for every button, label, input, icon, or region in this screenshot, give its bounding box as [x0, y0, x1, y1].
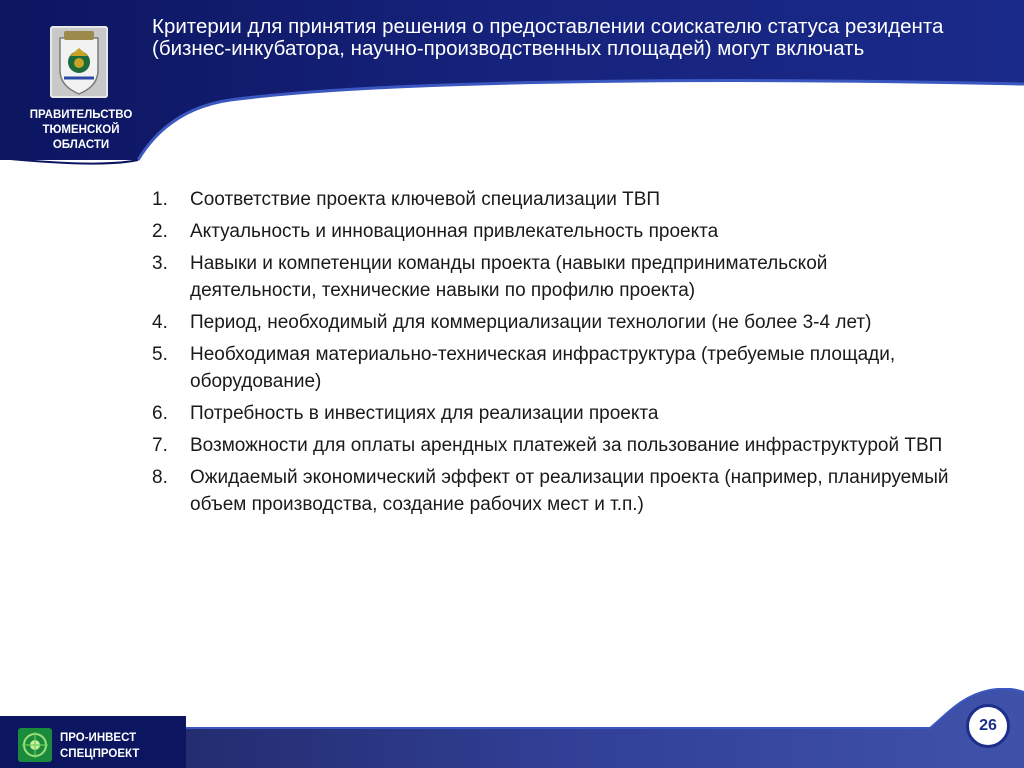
coat-of-arms-icon — [50, 26, 108, 98]
item-number: 3. — [152, 253, 168, 274]
footer-band — [0, 688, 1024, 768]
list-item — [152, 250, 952, 304]
item-text: Возможности для оплаты арендных платежей за пользование инфраструктурой ТВП — [190, 435, 943, 456]
list-item — [152, 432, 952, 459]
item-text: Необходимая материально-техническая инфраструктура (требуемые площади, оборудование) — [190, 344, 896, 392]
page-number-badge: 26 — [966, 704, 1010, 748]
slide-title: Критерии для принятия решения о предоставлении соискателю статуса резидента (бизнес-инкубатора, научно-производственных площадей) могут включать — [152, 15, 944, 60]
brand-name — [60, 730, 139, 762]
pro-invest-logo-icon — [18, 728, 52, 762]
brand-line: СПЕЦПРОЕКТ — [60, 748, 140, 760]
list-item — [152, 464, 952, 518]
item-text: Соответствие проекта ключевой специализации ТВП — [190, 189, 661, 210]
list-item — [152, 341, 952, 395]
item-number: 6. — [152, 403, 168, 424]
item-text: Ожидаемый экономический эффект от реализации проекта (например, планируемый объем производства, создание рабочих мест и т.п.) — [190, 467, 949, 515]
org-line: ОБЛАСТИ — [52, 139, 110, 151]
item-number: 5. — [152, 344, 168, 365]
brand-line: ПРО-ИНВЕСТ — [60, 732, 137, 744]
list-item — [152, 400, 952, 427]
list-item — [152, 309, 952, 336]
item-text: Навыки и компетенции команды проекта (навыки предпринимательской деятельности, технические навыки по профилю проекта) — [190, 253, 828, 301]
item-text: Актуальность и инновационная привлекательность проекта — [190, 221, 719, 242]
list-item — [152, 218, 952, 245]
organization-name — [16, 108, 146, 153]
item-text: Потребность в инвестициях для реализации проекта — [190, 403, 659, 424]
criteria-list — [152, 186, 952, 523]
list-item — [152, 186, 952, 213]
item-number: 2. — [152, 221, 168, 242]
item-number: 4. — [152, 312, 168, 333]
item-text: Период, необходимый для коммерциализации технологии (не более 3-4 лет) — [190, 312, 872, 333]
org-line: ТЮМЕНСКОЙ — [42, 124, 120, 136]
item-number: 7. — [152, 435, 168, 456]
item-number: 1. — [152, 189, 168, 210]
item-number: 8. — [152, 467, 168, 488]
org-line: ПРАВИТЕЛЬСТВО — [29, 109, 133, 121]
